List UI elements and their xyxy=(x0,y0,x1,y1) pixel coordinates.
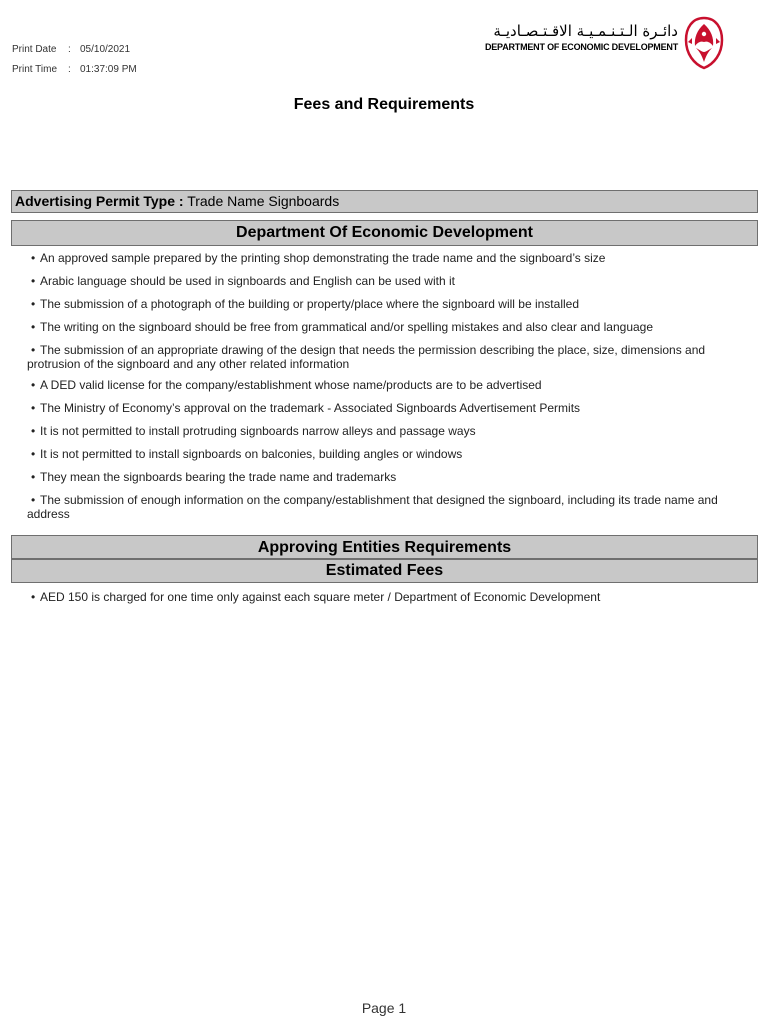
page-number: Page 1 xyxy=(361,1000,407,1016)
requirement-item: • The submission of a photograph of the building or property/place where the signboard will be installed xyxy=(31,297,579,311)
logo-arabic-text: دائـرة الـتـنـمـيـة الاقـتـصـاديـة xyxy=(493,22,678,40)
section-heading-approving-entities: Approving Entities Requirements xyxy=(11,535,758,559)
requirement-item: • An approved sample prepared by the printing shop demonstrating the trade name and the signboard’s size xyxy=(31,251,606,265)
requirement-item: • It is not permitted to install protruding signboards narrow alleys and passage ways xyxy=(31,424,476,438)
logo-english-text: DEPARTMENT OF ECONOMIC DEVELOPMENT xyxy=(484,42,678,52)
permit-type-bar xyxy=(11,190,758,213)
permit-type-label: Advertising Permit Type : xyxy=(15,193,184,209)
requirement-item: • The writing on the signboard should be free from grammatical and/or spelling mistakes and also clear and language xyxy=(31,320,654,334)
print-date-value: 05/10/2021 xyxy=(80,44,131,55)
page-title: Fees and Requirements xyxy=(293,96,475,113)
requirement-item: • The submission of an appropriate drawing of the design that needs the permission describing the place, size, dimensions and protrusion of the signboard and any other related information xyxy=(27,343,706,371)
fee-item: • AED 150 is charged for one time only against each square meter / Department of Economic Development xyxy=(31,590,601,604)
falcon-emblem-icon xyxy=(680,16,728,70)
section-heading-estimated-fees: Estimated Fees xyxy=(11,559,758,583)
ded-logo-text xyxy=(485,22,678,52)
print-date-row: Print Date : 05/10/2021 xyxy=(12,44,131,55)
requirement-item: • They mean the signboards bearing the trade name and trademarks xyxy=(31,470,397,484)
permit-type-value: Trade Name Signboards xyxy=(187,193,340,209)
requirement-item: • A DED valid license for the company/establishment whose name/products are to be advertised xyxy=(31,378,542,392)
print-time-label: Print Time xyxy=(12,64,58,75)
requirement-item: • Arabic language should be used in signboards and English can be used with it xyxy=(31,274,455,288)
section-heading-ded: Department Of Economic Development xyxy=(11,220,758,246)
print-time-value: 01:37:09 PM xyxy=(80,64,137,75)
requirement-item: • The Ministry of Economy’s approval on the trademark - Associated Signboards Advertisement Permits xyxy=(31,401,581,415)
requirement-item: • It is not permitted to install signboards on balconies, building angles or windows xyxy=(31,447,463,461)
print-date-label: Print Date xyxy=(12,44,57,55)
print-time-row: Print Time : 01:37:09 PM xyxy=(12,64,137,75)
requirement-item: • The submission of enough information on the company/establishment that designed the signboard, including its trade name and address xyxy=(27,493,718,521)
